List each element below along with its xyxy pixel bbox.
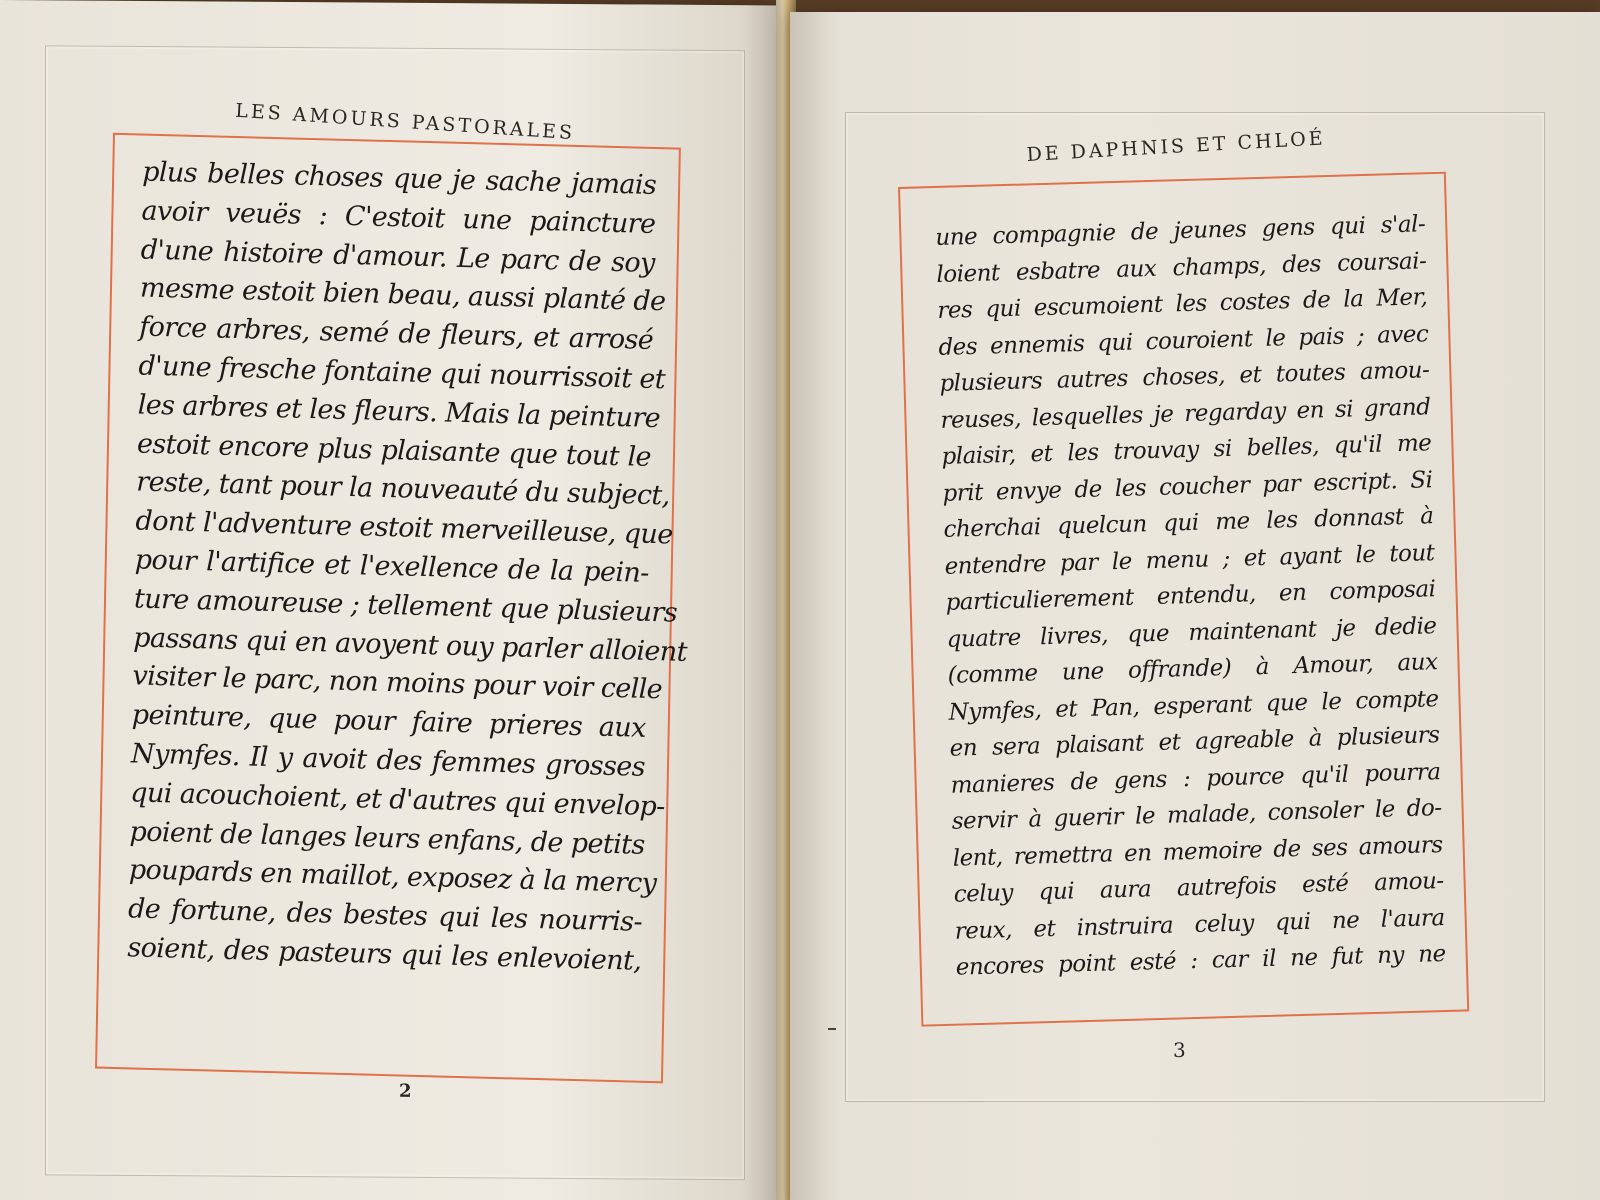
text-line: de fortune, des bestes qui les nourris- — [127, 893, 643, 938]
left-running-head: LES AMOURS PASTORALES — [234, 99, 576, 145]
text-line: servir à guerir le malade, consoler le do- — [951, 795, 1442, 835]
text-line: les arbres et les fleurs. Mais la peinture — [137, 389, 661, 434]
text-line: Nymfes, et Pan, esperant que le compte — [948, 685, 1439, 726]
text-line: plaisir, et les trouvay si belles, qu'il me — [941, 430, 1432, 470]
text-line: d'une histoire d'amour. Le parc de soy — [140, 234, 655, 279]
text-line: loient esbatre aux champs, des coursai- — [936, 247, 1427, 288]
margin-dash-mark — [828, 1028, 836, 1030]
text-line: poupards en maillot, exposez à la mercy — [128, 854, 657, 900]
text-line: quatre livres, que maintenant je dedie — [946, 612, 1437, 653]
left-page-number: 2 — [399, 1080, 412, 1102]
text-line: reuses, lesquelles je regarday en si grand — [940, 393, 1431, 434]
text-line: poient de langes leurs enfans, de petits — [129, 815, 645, 861]
left-text-frame — [95, 133, 688, 1084]
text-line: une compagnie de jeunes gens qui s'al- — [935, 211, 1426, 251]
text-line: estoit encore plus plaisante que tout le — [136, 428, 652, 473]
text-line: (comme une offrande) à Amour, aux — [947, 649, 1438, 689]
text-line: force arbres, semé de fleurs, et arrosé — [138, 311, 654, 357]
text-line: qui acouchoient, et d'autres qui envelop- — [130, 777, 666, 823]
text-line: entendre par le menu ; et ayant le tout — [944, 539, 1435, 580]
right-running-head: DE DAPHNIS ET CHLOÉ — [1026, 127, 1327, 166]
text-line: reux, et instruira celuy qui ne l'aura — [954, 904, 1445, 945]
text-line: avoir veuës : C'estoit une paincture — [141, 195, 656, 240]
text-line: passans qui en avoyent ouy parler alloient — [133, 621, 688, 668]
text-line: particulierement entendu, en composai — [945, 576, 1436, 616]
text-line: dont l'adventure estoit merveilleuse, que — [135, 505, 673, 551]
left-page — [0, 0, 782, 1200]
text-line: lent, remettra en memoire de ses amours — [952, 831, 1443, 872]
text-line: peinture, que pour faire prieres aux — [131, 699, 647, 744]
text-line: encores point esté : car il ne fut ny ne — [955, 941, 1446, 981]
text-line: Nymfes. Il y avoit des femmes grosses — [130, 738, 646, 783]
text-line: manieres de gens : pource qu'il pourra — [950, 758, 1441, 799]
text-line: plusieurs autres choses, et toutes amou- — [939, 357, 1430, 397]
text-line: mesme estoit bien beau, aussi planté de — [139, 272, 666, 318]
text-line: d'une fresche fontaine qui nourrissoit et — [138, 350, 666, 396]
text-line: celuy qui aura autrefois esté amou- — [953, 868, 1444, 908]
text-line: cherchai quelcun qui me les donnast à — [943, 503, 1434, 543]
text-line: prit envye de les coucher par escript. Si — [942, 466, 1433, 507]
text-line: res qui escumoient les costes de la Mer, — [937, 284, 1428, 324]
text-line: visiter le parc, non moins pour voir celle — [132, 660, 663, 706]
text-line: ture amoureuse ; tellement que plusieurs — [133, 583, 678, 629]
text-line: plus belles choses que je sache jamais — [141, 156, 657, 202]
text-line: reste, tant pour la nouveauté du subject, — [135, 466, 670, 512]
text-line: en sera plaisant et agreable à plusieurs — [949, 722, 1440, 762]
right-page-number: 3 — [1173, 1038, 1186, 1062]
left-text-block — [127, 154, 688, 982]
text-line: pour l'artifice et l'exellence de la pein- — [134, 544, 650, 589]
text-line: soient, des pasteurs qui les enlevoient, — [127, 932, 642, 977]
text-line: des ennemis qui couroient le pais ; avec — [938, 320, 1429, 361]
right-text-frame — [898, 172, 1469, 1027]
right-page — [790, 12, 1600, 1200]
right-text-block — [935, 206, 1446, 986]
